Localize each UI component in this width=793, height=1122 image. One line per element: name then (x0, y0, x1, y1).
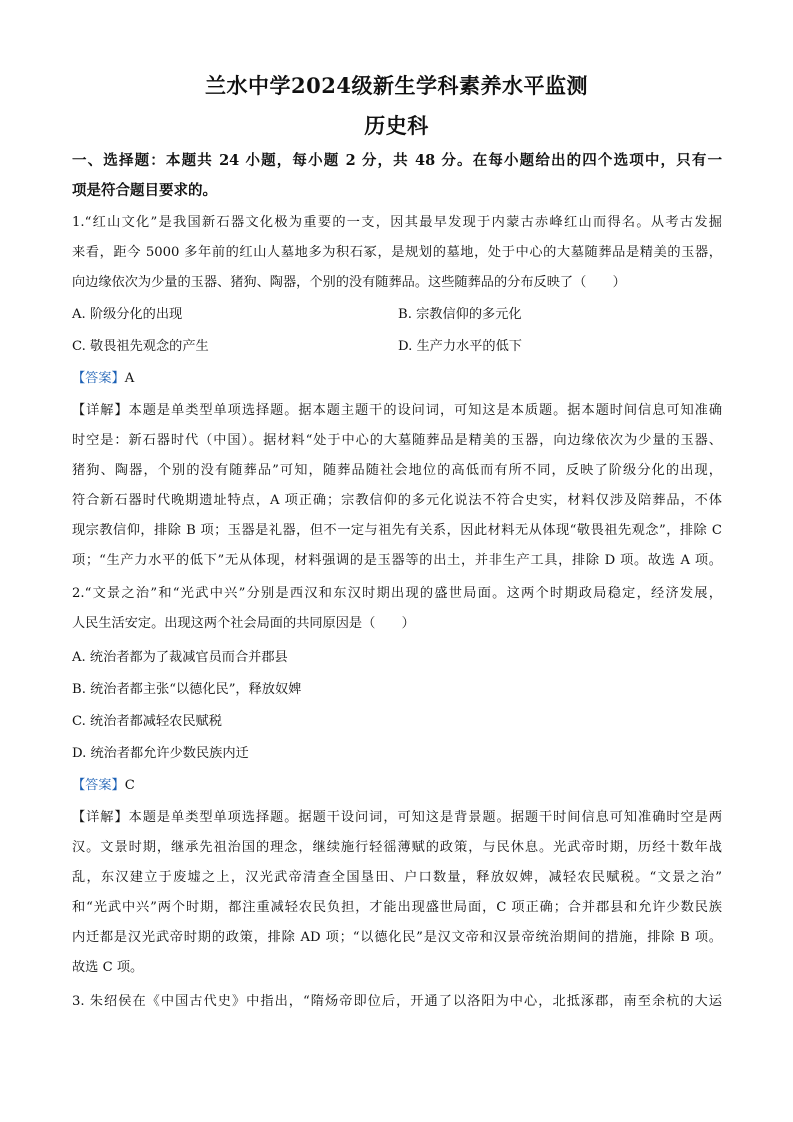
q2-explanation-line-3: 乱，东汉建立于废墟之上，汉光武帝清查全国垦田、户口数量，释放奴婢，减轻农民赋税。“文景之治” (72, 870, 722, 885)
q2-stem-line-2: 人民生活安定。出现这两个社会局面的共同原因是（ ） (72, 616, 415, 631)
section-heading-line-2: 项是符合题目要求的。 (72, 182, 217, 199)
q2-answer-value: C (124, 778, 135, 793)
q2-option-b: B. 统治者都主张“以德化民”，释放奴婢 (72, 682, 302, 697)
q1-stem-line-2: 来看，距今 5000 多年前的红山人墓地多为积石冢，是规划的墓地，处于中心的大墓随葬品是精美的玉器， (72, 245, 722, 260)
q2-explanation-line-5: 内迁都是汉光武帝时期的政策，排除 AD 项；“以德化民”是汉文帝和汉景帝统治期间的措施，排除 B 项。 (72, 930, 722, 945)
q2-explanation-tag: 【详解】 (72, 810, 129, 825)
q2-explanation-line-1 (72, 808, 722, 828)
q2-option-c: C. 统治者都减轻农民赋税 (72, 714, 222, 729)
q1-stem-line-3: 向边缘依次为少量的玉器、猪狗、陶器，个别的没有随葬品。这些随葬品的分布反映了（ ） (72, 275, 626, 290)
q2-explanation-line-4: 和“光武中兴”两个时期，都注重减轻农民负担，才能出现盛世局面，C 项正确；合并郡县和允许少数民族 (72, 900, 722, 915)
q1-explanation-tag: 【详解】 (72, 403, 129, 418)
q1-explanation-line-4: 符合新石器时代晚期遗址特点，A 项正确；宗教信仰的多元化说法不符合史实，材料仅涉及陪葬品，不体 (72, 493, 722, 508)
q2-explanation-text: 本题是单类型单项选择题。据题干设问词，可知这是背景题。据题干时间信息可知准确时空是两 (128, 810, 722, 825)
q1-option-b: B. 宗教信仰的多元化 (398, 307, 522, 322)
q1-explanation-text: 本题是单类型单项选择题。据本题主题干的设问词，可知这是本质题。据本题时间信息可知准确 (128, 403, 722, 418)
q1-option-c: C. 敬畏祖先观念的产生 (72, 339, 209, 354)
q2-answer-tag: 【答案】 (72, 778, 125, 793)
page-title: 兰水中学2024级新生学科素养水平监测 (205, 73, 588, 98)
q1-explanation-line-3: 猪狗、陶器，个别的没有随葬品”可知，随葬品随社会地位的高低而有所不同，反映了阶级分化的出现， (72, 463, 722, 478)
q3-stem-line-1: 3. 朱绍侯在《中国古代史》中指出，“隋炀帝即位后，开通了以洛阳为中心，北抵涿郡，南至余杭的大运 (72, 994, 722, 1009)
q1-explanation-line-5: 现宗教信仰，排除 B 项；玉器是礼器，但不一定与祖先有关系，因此材料无从体现“敬畏祖先观念”，排除 C (72, 523, 722, 538)
q1-explanation-line-6: 项；“生产力水平的低下”无从体现，材料强调的是玉器等的出土，并非生产工具，排除 D 项。故选 A 项。 (72, 553, 722, 568)
page-subtitle: 历史科 (364, 113, 429, 138)
q1-explanation-line-1 (72, 401, 722, 421)
q2-explanation-line-6: 故选 C 项。 (72, 960, 144, 975)
q1-answer-tag: 【答案】 (72, 371, 125, 386)
q1-option-a: A. 阶级分化的出现 (72, 307, 183, 322)
q2-stem-line-1: 2.“文景之治”和“光武中兴”分别是西汉和东汉时期出现的盛世局面。这两个时期政局稳定，经济发展， (72, 586, 722, 601)
q1-stem-line-1: 1.“红山文化”是我国新石器文化极为重要的一支，因其最早发现于内蒙古赤峰红山而得名。从考古发掘 (72, 215, 722, 230)
q1-answer (72, 369, 722, 389)
q2-answer (72, 776, 722, 796)
q2-option-d: D. 统治者都允许少数民族内迁 (72, 746, 249, 761)
section-heading-line-1: 一、选择题：本题共 24 小题，每小题 2 分，共 48 分。在每小题给出的四个选项中，只有一 (72, 152, 722, 169)
q2-explanation-line-2: 汉。文景时期，继承先祖治国的理念，继续施行轻徭薄赋的政策，与民休息。光武帝时期，历经十数年战 (72, 840, 722, 855)
q1-explanation-line-2: 时空是：新石器时代（中国）。据材料“处于中心的大墓随葬品是精美的玉器，向边缘依次为少量的玉器、 (72, 433, 722, 448)
q1-option-d: D. 生产力水平的低下 (398, 339, 522, 354)
q2-option-a: A. 统治者都为了裁减官员而合并郡县 (72, 650, 288, 665)
q1-answer-value: A (124, 371, 135, 386)
